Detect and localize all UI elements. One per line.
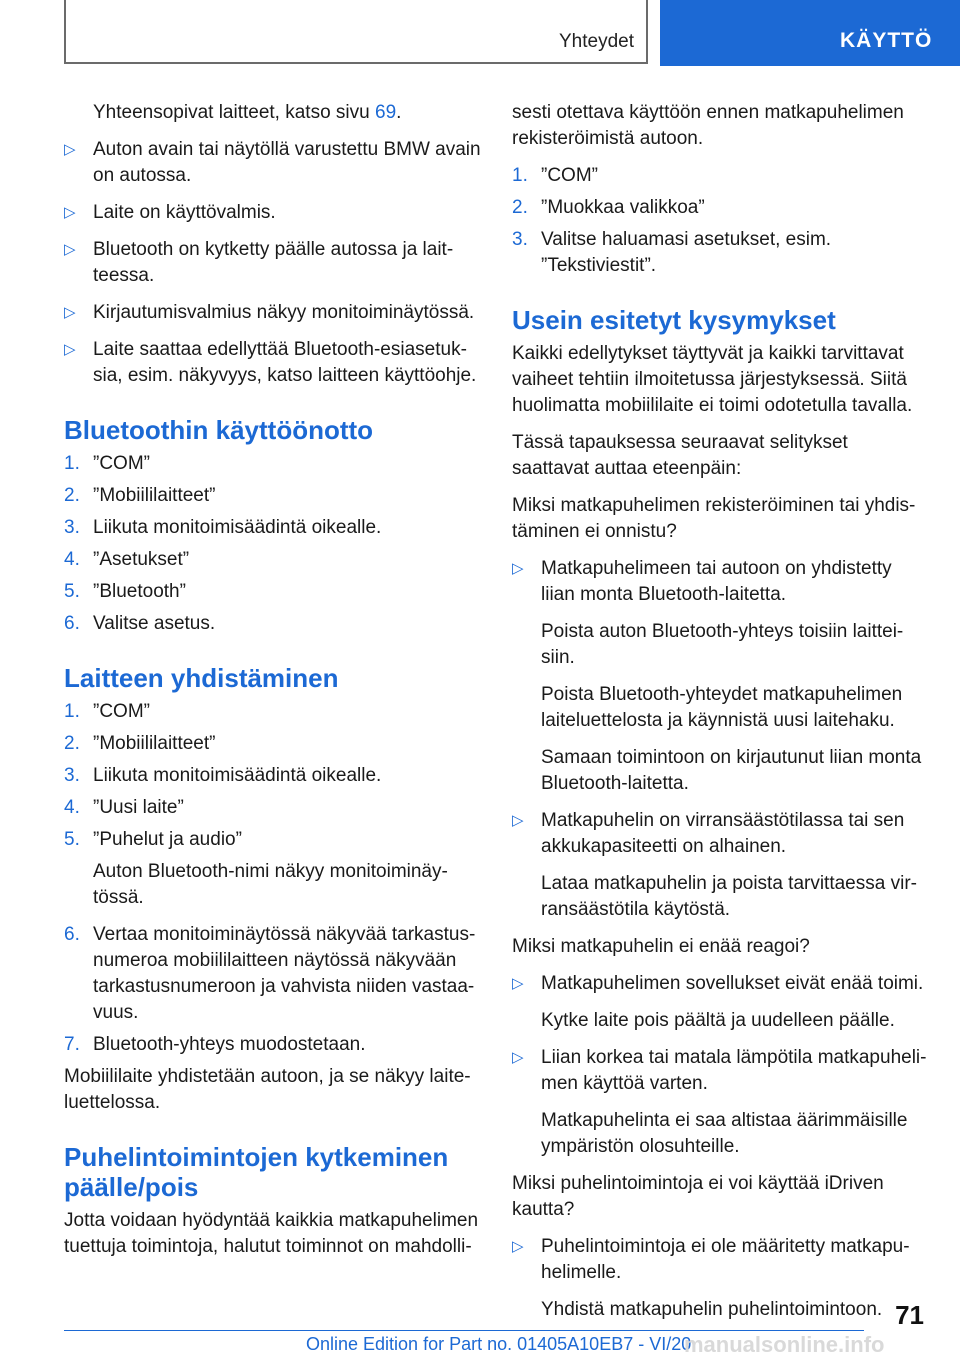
- body-paragraph: sesti otettava käyttöön ennen matkapuhelimen rekisteröimistä autoon.: [512, 102, 904, 149]
- watermark-brand: manualsonline.info: [684, 1332, 885, 1357]
- list-item: ▷ Laite saattaa edellyttää Bluetooth-esiasetuk-sia, esim. näkyvyys, katso laitteen käyttöohje.: [64, 337, 482, 389]
- numbered-step: 6. Vertaa monitoiminäytössä näkyvää tarkastus-numeroa mobiililaitteen näytössä näkyvään tarkastusnumeroon ja vahvista niiden vastaa-vuus.: [64, 924, 476, 1023]
- chapter-tab-label: KÄYTTÖ: [840, 29, 933, 52]
- triangle-bullet-icon: ▷: [512, 1049, 524, 1066]
- list-item: ▷ Kirjautumisvalmius näkyy monitoiminäytössä.: [64, 300, 482, 326]
- numbered-step: 1. ”COM”: [512, 165, 598, 186]
- triangle-bullet-icon: ▷: [512, 560, 524, 577]
- body-paragraph: Jotta voidaan hyödyntää kaikkia matkapuhelimen tuettuja toimintoja, halutut toiminnot on mahdolli-: [64, 1210, 479, 1257]
- list-item: ▷ Matkapuhelimeen tai autoon on yhdistetty liian monta Bluetooth-laitetta.: [512, 556, 930, 608]
- numbered-step: 7. Bluetooth-yhteys muodostetaan.: [64, 1034, 366, 1055]
- numbered-step: 2. ”Muokkaa valikkoa”: [512, 197, 705, 218]
- page-number: 71: [895, 1300, 924, 1330]
- triangle-bullet-icon: ▷: [64, 304, 76, 321]
- numbered-step: 6. Valitse asetus.: [64, 613, 216, 634]
- numbered-step: 5. ”Puhelut ja audio”: [64, 829, 242, 850]
- heading-bluetooth-setup: Bluetoothin käyttöönotto: [64, 415, 374, 445]
- triangle-bullet-icon: ▷: [512, 1238, 524, 1255]
- numbered-step: 3. Valitse haluamasi asetukset, esim. ”Tekstiviestit”.: [512, 229, 832, 276]
- footer-divider: [64, 1330, 864, 1331]
- footer-edition: Online Edition for Part no. 01405A10EB7 - VI/20: [306, 1334, 692, 1354]
- faq-question: Miksi matkapuhelin ei enää reagoi?: [512, 936, 810, 957]
- page-link[interactable]: 69: [375, 102, 397, 123]
- item-note: Matkapuhelinta ei saa altistaa äärimmäisille ympäristön olosuhteille.: [541, 1110, 908, 1157]
- triangle-bullet-icon: ▷: [64, 204, 76, 221]
- numbered-step: 4. ”Asetukset”: [64, 549, 190, 570]
- list-item: ▷ Matkapuhelimen sovellukset eivät enää toimi.: [512, 971, 930, 997]
- numbered-step: 4. ”Uusi laite”: [64, 797, 184, 818]
- body-paragraph: Tässä tapauksessa seuraavat selitykset saattavat auttaa eteenpäin:: [512, 432, 848, 479]
- item-note: Samaan toimintoon on kirjautunut liian monta Bluetooth-laitetta.: [541, 747, 922, 794]
- list-item: ▷ Matkapuhelin on virransäästötilassa tai sen akkukapasiteetti on alhainen.: [512, 808, 930, 860]
- heading-device-connect: Laitteen yhdistäminen: [64, 663, 339, 693]
- right-column: [512, 100, 930, 1334]
- body-paragraph: Mobiililaite yhdistetään autoon, ja se näkyy laite-luettelossa.: [64, 1066, 471, 1113]
- numbered-step: 3. Liikuta monitoimisäädintä oikealle.: [64, 517, 382, 538]
- numbered-step: 3. Liikuta monitoimisäädintä oikealle.: [64, 765, 382, 786]
- list-item: ▷ Auton avain tai näytöllä varustettu BMW avain on autossa.: [64, 137, 482, 189]
- left-column: [64, 100, 482, 1271]
- heading-phone-functions: Puhelintoimintojen kytkeminen päälle/pois: [64, 1142, 449, 1202]
- continued-paragraph: Yhteensopivat laitteet, katso sivu 69.: [93, 102, 402, 123]
- list-item: ▷ Liian korkea tai matala lämpötila matkapuheli-men käyttöä varten.: [512, 1045, 930, 1097]
- triangle-bullet-icon: ▷: [64, 141, 76, 158]
- heading-faq: Usein esitetyt kysymykset: [512, 305, 836, 335]
- faq-question: Miksi matkapuhelimen rekisteröiminen tai yhdis-täminen ei onnistu?: [512, 495, 916, 542]
- numbered-step: 5. ”Bluetooth”: [64, 581, 186, 602]
- chapter-tab: [660, 0, 960, 66]
- item-note: Lataa matkapuhelin ja poista tarvittaessa vir-ransäästötila käytöstä.: [541, 873, 917, 920]
- body-paragraph: Kaikki edellytykset täyttyvät ja kaikki tarvittavat vaiheet tehtiin ilmoitetussa järjestyksessä. Siitä huolimatta mobiililaite ei toimi odotetulla tavalla.: [512, 343, 913, 416]
- list-item: ▷ Bluetooth on kytketty päälle autossa ja lait-teessa.: [64, 237, 482, 289]
- numbered-step: 1. ”COM”: [64, 453, 150, 474]
- faq-question: Miksi puhelintoimintoja ei voi käyttää iDriven kautta?: [512, 1173, 884, 1220]
- triangle-bullet-icon: ▷: [64, 341, 76, 358]
- item-note: Poista auton Bluetooth-yhteys toisiin laittei-siin.: [541, 621, 904, 668]
- list-item: ▷ Puhelintoimintoja ei ole määritetty matkapu-helimelle.: [512, 1234, 930, 1286]
- numbered-step: 2. ”Mobiililaitteet”: [64, 485, 216, 506]
- triangle-bullet-icon: ▷: [512, 812, 524, 829]
- triangle-bullet-icon: ▷: [64, 241, 76, 258]
- numbered-step: 2. ”Mobiililaitteet”: [64, 733, 216, 754]
- item-note: Poista Bluetooth-yhteydet matkapuhelimen laiteluettelosta ja käynnistä uusi laitehaku.: [541, 684, 903, 731]
- item-note: Yhdistä matkapuhelin puhelintoimintoon.: [541, 1299, 883, 1320]
- numbered-step: 1. ”COM”: [64, 701, 150, 722]
- triangle-bullet-icon: ▷: [512, 975, 524, 992]
- section-title: Yhteydet: [559, 31, 634, 52]
- item-note: Kytke laite pois päältä ja uudelleen päälle.: [541, 1010, 895, 1031]
- list-item: ▷ Laite on käyttövalmis.: [64, 200, 482, 226]
- step-note: Auton Bluetooth-nimi näkyy monitoiminäy-tössä.: [93, 861, 448, 908]
